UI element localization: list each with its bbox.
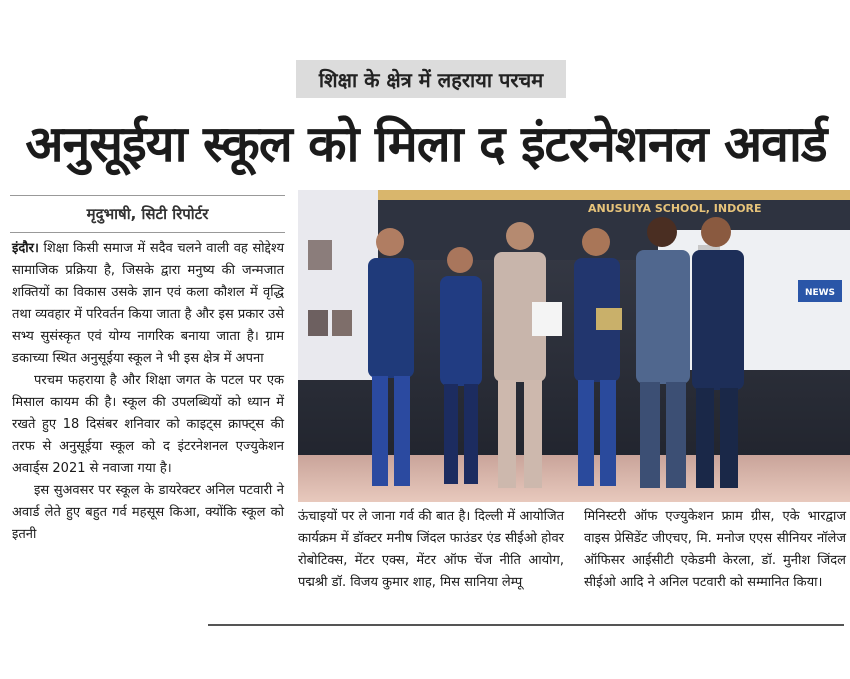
kicker-label: शिक्षा के क्षेत्र में लहराया परचम <box>296 60 566 98</box>
bottom-rule <box>208 624 844 626</box>
dateline: इंदौर। <box>12 241 39 256</box>
award-photo <box>298 190 850 502</box>
article-column-1 <box>12 238 284 546</box>
headline: अनुसूईया स्कूल को मिला द इंटरनेशनल अवार्ड <box>25 115 827 173</box>
paragraph-1 <box>12 238 284 370</box>
news-logo-text: NEWS <box>804 288 836 298</box>
paragraph-4: ऊंचाइयों पर ले जाना गर्व की बात है। दिल्ली में आयोजित कार्यक्रम में डॉक्टर मनीष जिंदल फाउंडर एंड सीईओ होवर रोबोटिक्स, मेंटर एक्स, मेंटर ऑफ चेंज नीति आयोग, पद्मश्री डॉ. विजय कुमार शाह, मिस सानिया लेम्पू <box>298 509 564 590</box>
article-column-2 <box>298 506 564 594</box>
paragraph-3: इस सुअवसर पर स्कूल के डायरेक्टर अनिल पटवारी ने अवार्ड लेते हुए बहुत गर्व महसूस किआ, क्योंकि स्कूल को इतनी <box>12 483 284 542</box>
byline: मृदुभाषी, सिटी रिपोर्टर <box>10 195 285 233</box>
photo-banner-text: ANUSUIYA SCHOOL, INDORE <box>588 202 762 215</box>
paragraph-2: परचम फहराया है और शिक्षा जगत के पटल पर एक मिसाल कायम की है। स्कूल की उपलब्धियों को ध्यान में रखते हुए 18 दिसंबर शनिवार को काइट्स क्राफ्ट्स की तरफ से अनुसूईया स्कूल को द इंटरनेशनल एज्युकेशन अवार्ड्स 2021 से नवाजा गया है। <box>12 373 284 476</box>
award-ceremony-image <box>298 190 850 502</box>
article-column-3 <box>584 506 846 594</box>
paragraph-5: मिनिस्टरी ऑफ एज्युकेशन फ्राम ग्रीस, एके भारद्वाज वाइस प्रेसिडेंट जीएचए, मि. मनोज एएस सीनियर नॉलेज ऑफिसर आईसीटी एकेडमी केरला, डॉ. मुनीश जिंदल सीईओ आदि ने अनिल पटवारी को सम्मानित किया। <box>584 509 846 590</box>
paragraph-1-text: शिक्षा किसी समाज में सदैव चलने वाली वह सोद्देश्य सामाजिक प्रक्रिया है, जिसके द्वारा मनुष्य की जन्मजात शक्तियों का विकास उसके ज्ञान एवं कला कौशल में वृद्धि तथा व्यवहार में परिवर्तन किया जाता है और इस प्रकार उसे सभ्य सुसंस्कृत एवं योग्य नागरिक बनाया जाता है। ग्राम डकाच्या स्थित अनुसूईया स्कूल ने भी इस क्षेत्र में अपना <box>12 241 284 366</box>
